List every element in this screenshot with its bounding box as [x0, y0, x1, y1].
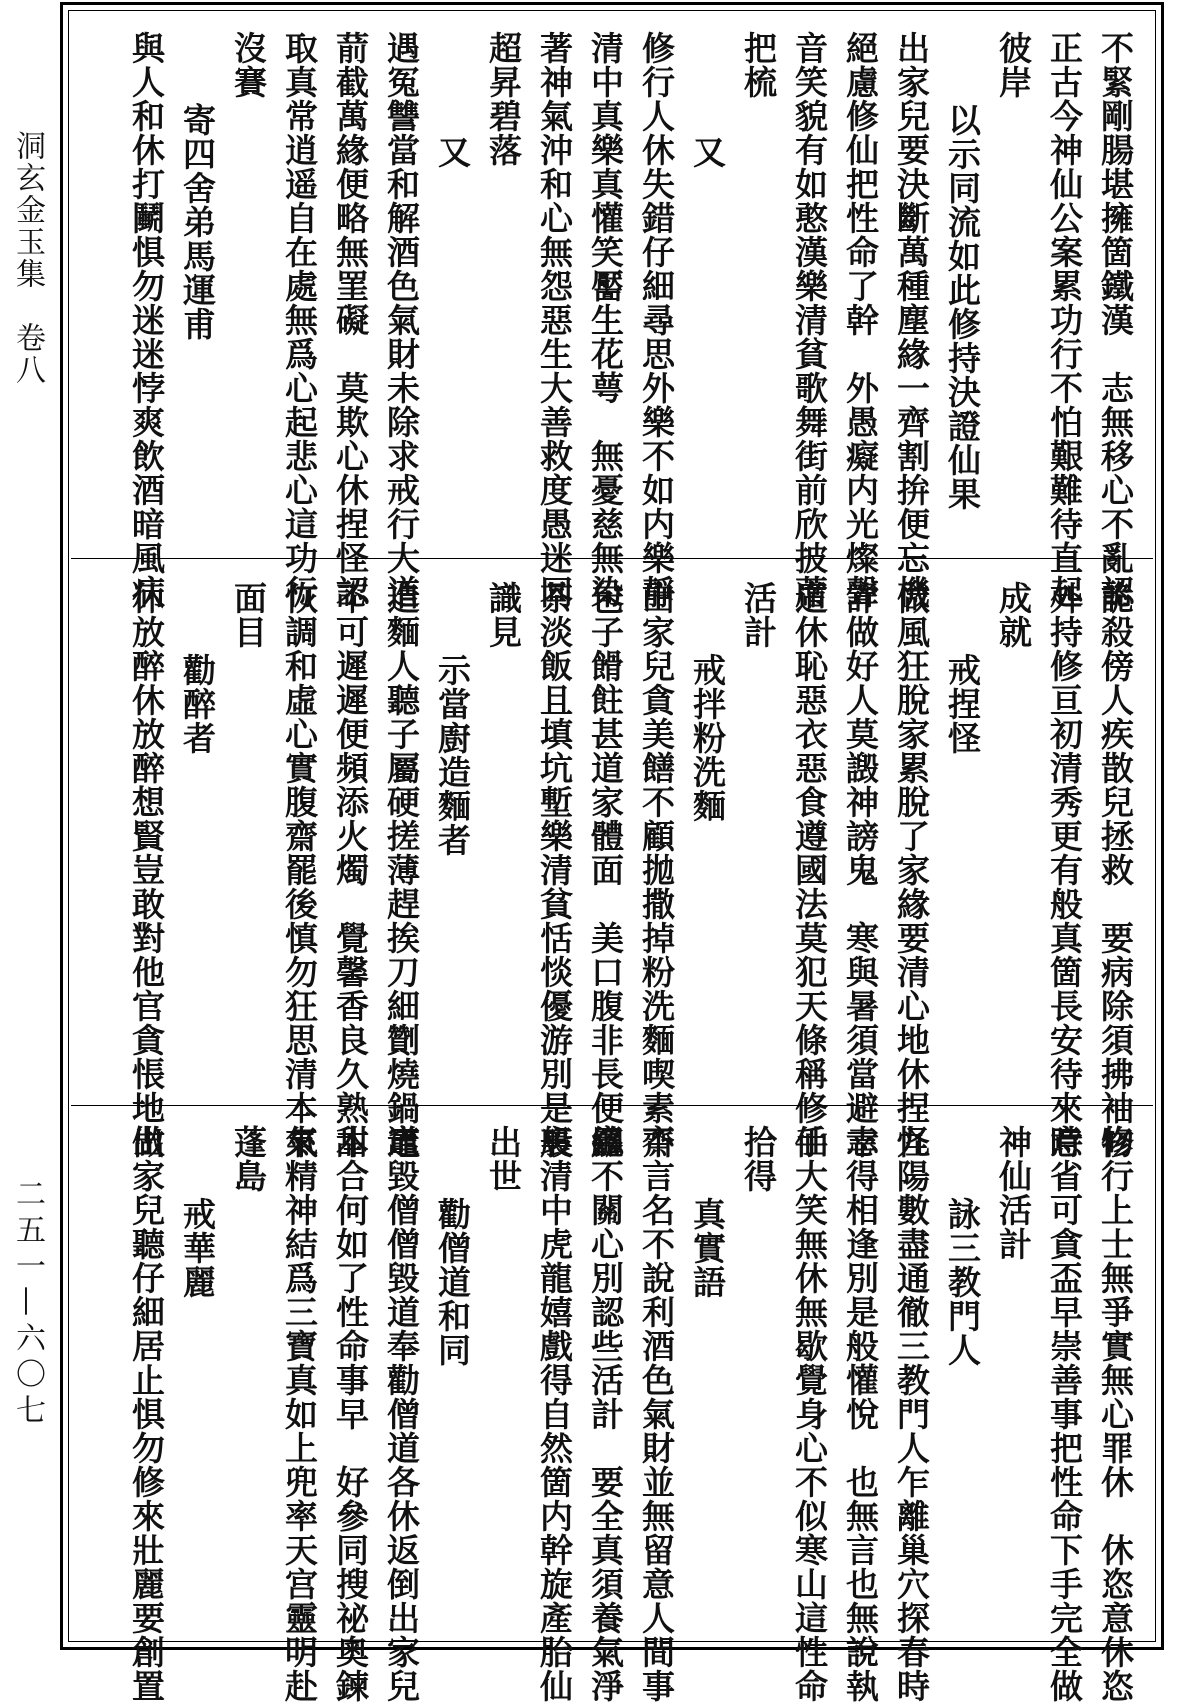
book-title-margin: 洞玄金玉集 卷八 [10, 130, 45, 386]
text-column: 出家兒聽仔細居止惧勿修來壯麗要創置 [127, 1125, 166, 1703]
text-column: 幸得相逢別是般懽悅 也無言也無說執 [841, 1125, 880, 1703]
text-column: 總不關心別認些活計 要全真須養氣淨 [586, 1125, 625, 1703]
text-column: 葥截萬緣便略無罣礙 莫欺心休捏怪認 [331, 31, 370, 609]
text-column: 成就 [994, 581, 1033, 649]
text-column: 勸僧道和同 [433, 1197, 472, 1367]
text-column: 不緊剛腸堪擁箇鐵漢 志無移心不亂認 [1096, 31, 1135, 609]
text-column: 又 [433, 135, 472, 169]
text-column: 音笑貌有如憨漢樂清貧歌舞街前欣披蓆 [790, 31, 829, 609]
text-column: 沒賽 [229, 31, 268, 99]
text-column: 戒拌粉洗麵 [688, 653, 727, 823]
text-column: 出家兒要決斷萬種塵緣一齊割拚便忘機 [892, 31, 931, 609]
text-column: 詠三教門人 [943, 1197, 982, 1367]
text-column: 真實語 [688, 1197, 727, 1299]
text-column: 取真常逍遥自在處無爲心起悲心這功行 [280, 31, 319, 609]
text-column: 修行上士無爭實無心罪休 休恣意休恣 [1096, 1125, 1135, 1703]
text-column: 詭殺傍人疾㪚兒拯救 要病除須拂袖物 [1096, 581, 1135, 1159]
text-column: 識見 [484, 581, 523, 649]
text-column: 九陽數盡通徹三教門人乍離巢穴探春時 [892, 1125, 931, 1703]
panel-divider [71, 558, 1153, 559]
text-column: 不言名不說利酒色氣財並無留意人間事 [637, 1125, 676, 1703]
page-number-margin: 二五一—六〇七 [10, 1178, 45, 1430]
text-column: 清中真樂真懽笑靨生花萼 無憂慈無染 [586, 31, 625, 609]
text-column: 氣精神結爲三寶真如上兜率天宫靈明赴 [280, 1125, 319, 1703]
text-column: 正古今神仙公案累功行不怕艱難待直起 [1045, 31, 1084, 609]
text-column: 絕慮修仙把性命了幹 外愚癡内光燦聲 [841, 31, 880, 609]
panel-bottom [71, 1125, 1153, 1703]
text-column: 出世 [484, 1125, 523, 1193]
text-column: 戒華麗 [178, 1197, 217, 1299]
text-column: 裏清中虎龍嬉戲得自然箇内幹旋產胎仙 [535, 1125, 574, 1703]
text-column: 恢調和虛心實腹齋罷後慎勿狂思清本來 [280, 581, 319, 1159]
text-column: 休放醉休放醉想賢豈敢對他官貪悵地做 [127, 581, 166, 1159]
panel-top [71, 31, 1153, 609]
text-column: 神仙活計 [994, 1125, 1033, 1261]
text-column: 修行人休失錯仔細尋思外樂不如内樂靜 [637, 31, 676, 609]
text-column: 做風狂脫家累脫了家緣要清心地休捏怪 [892, 581, 931, 1159]
panel-divider [71, 1105, 1153, 1106]
text-column: 詐做好人莫譭神謗鬼 寒與暑須當避志 [841, 581, 880, 1159]
text-column: 以示同流如此修持決證仙果 [943, 103, 982, 511]
text-column: 寄四舍弟馬運甫 [178, 103, 217, 341]
text-column: 本合何如了性命事早 好參同搜祕奧鍊 [331, 1125, 370, 1703]
text-column: 又 [688, 135, 727, 169]
text-column: 戒捏怪 [943, 653, 982, 755]
text-column: 茶淡飯且填坑塹樂清貧恬惔優游別是般 [535, 581, 574, 1159]
text-column: 意省可貪盃早崇善事把性命下手完全做 [1045, 1125, 1084, 1703]
text-column: 活計 [739, 581, 778, 649]
text-column: 道休恥惡衣惡食遵國法莫犯天條稱修仙 [790, 581, 829, 1159]
text-column: 出家兒貪美饍不顧拋撒掉粉洗麵喫素齋 [637, 581, 676, 1159]
text-column: 遇冤讐當和解酒色氣財未除求戒行大道 [382, 31, 421, 609]
text-column: 造麵人聽子屬硬搓薄趕挨刀細劗燒鍋竈 [382, 581, 421, 1159]
text-column: 外持修亘初清秀更有般真箇長安待來時 [1045, 581, 1084, 1159]
text-column: 超昇碧落 [484, 31, 523, 167]
text-column: 拾得 [739, 1125, 778, 1193]
text-column: 著神氣沖和心無怨惡生大善救度愚迷同 [535, 31, 574, 609]
text-column: 勸醉者 [178, 653, 217, 755]
text-column: 手大笑無休無歇覺身心不似寒山這性命 [790, 1125, 829, 1703]
text-column: 不可遲遲便頻添火燭 覺馨香良久熟甜 [331, 581, 370, 1159]
text-column: 把梳 [739, 31, 778, 99]
text-column: 示當廚造麵者 [433, 653, 472, 857]
text-column: 蓬島 [229, 1125, 268, 1193]
text-column: 彼岸 [994, 31, 1033, 99]
text-column: 面目 [229, 581, 268, 649]
text-column: 與人和休打鬭惧勿迷迷悖爽飲酒暗風病 [127, 31, 166, 609]
text-column: 道毀僧僧毀道奉勸僧道各休返倒出家兒 [382, 1125, 421, 1703]
page-frame [60, 2, 1164, 1703]
text-column: 包子餶飳甚道家體面 美口腹非長便麤 [586, 581, 625, 1159]
